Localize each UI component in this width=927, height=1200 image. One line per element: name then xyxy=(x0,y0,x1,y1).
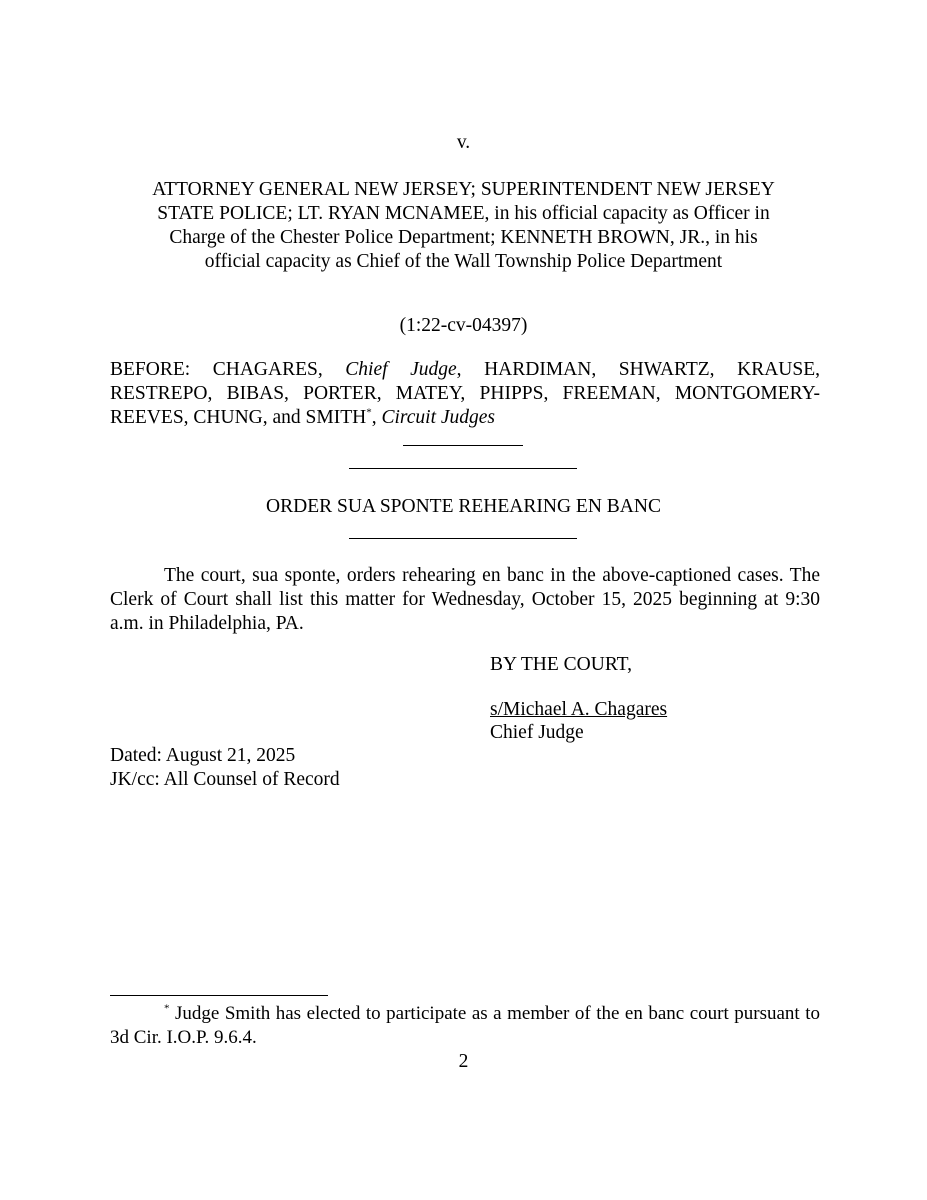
footnote-divider xyxy=(110,995,328,996)
order-title: ORDER SUA SPONTE REHEARING EN BANC xyxy=(266,496,661,517)
judges-separator: , xyxy=(371,407,382,428)
signature: s/Michael A. Chagares xyxy=(490,699,668,720)
page-number: 2 xyxy=(458,1051,469,1072)
footnote-marker: * xyxy=(366,406,372,419)
divider-below-title xyxy=(349,538,577,539)
signature-title: Chief Judge xyxy=(490,722,584,743)
versus-label: v. xyxy=(456,132,471,153)
defendants-caption: ATTORNEY GENERAL NEW JERSEY; SUPERINTENDENT NEW JERSEY STATE POLICE; LT. RYAN MCNAMEE, in his official capacity as Officer in Charge of the Chester Police Department; KENNETH BROWN, JR., in his official capacity as Chief of the Wall Township Police Department xyxy=(152,179,775,272)
before-label: BEFORE: CHAGARES, xyxy=(110,359,346,380)
chief-judge-title: Chief Judge xyxy=(345,359,457,380)
order-body: The court, sua sponte, orders rehearing en banc in the above-captioned cases. The Clerk of Court shall list this matter for Wednesday, October 15, 2025 beginning at 9:30 a.m. in Philadelphia, PA. xyxy=(110,565,820,634)
divider-short xyxy=(403,445,523,446)
dated-line: Dated: August 21, 2025 xyxy=(110,745,296,766)
by-the-court: BY THE COURT, xyxy=(490,654,633,675)
divider-above-title xyxy=(349,468,577,469)
cc-line: JK/cc: All Counsel of Record xyxy=(110,769,340,790)
footnote xyxy=(110,1002,820,1050)
footnote-text: Judge Smith has elected to participate as a member of the en banc court pursuant to 3d Cir. I.O.P. 9.6.4. xyxy=(110,1003,820,1048)
judges-list: , HARDIMAN, SHWARTZ, KRAUSE, RESTREPO, BIBAS, PORTER, MATEY, PHIPPS, FREEMAN, MONTGOMERY-REEVES, CHUNG, and SMITH xyxy=(110,359,821,428)
panel-before xyxy=(110,358,820,430)
case-number: (1:22-cv-04397) xyxy=(399,315,528,336)
circuit-judges-title: Circuit Judges xyxy=(381,407,496,428)
footnote-note-marker: * xyxy=(164,1002,170,1015)
